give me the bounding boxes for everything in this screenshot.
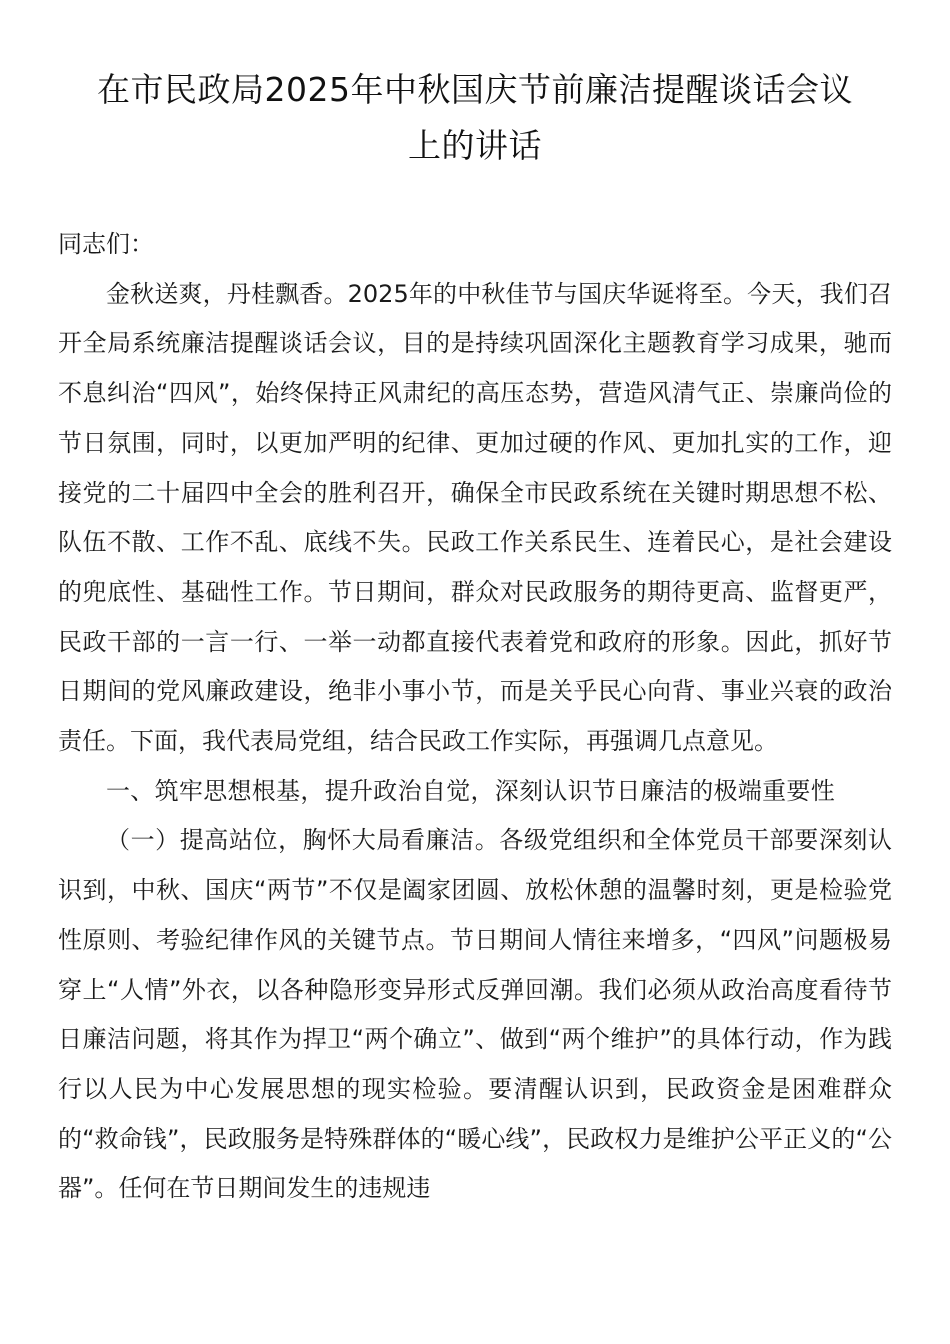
title-line-2: 上的讲话 <box>408 126 542 165</box>
document-title <box>58 62 892 174</box>
salutation: 同志们： <box>58 230 154 258</box>
document-page <box>58 62 892 1214</box>
subsection-paragraph-1: （一）提高站位，胸怀大局看廉洁。各级党组织和全体党员干部要深刻认识到，中秋、国庆“两节”不仅是阖家团圆、放松休憩的温馨时刻，更是检验党性原则、考验纪律作风的关键节点。节日期间人情往来增多，“四风”问题极易穿上“人情”外衣，以各种隐形变异形式反弹回潮。我们必须从政治高度看待节日廉洁问题，将其作为捍卫“两个确立”、做到“两个维护”的具体行动，作为践行以人民为中心发展思想的现实检验。要清醒认识到，民政资金是困难群众的“救命钱”，民政服务是特殊群体的“暖心线”，民政权力是维护公平正义的“公器”。任何在节日期间发生的违规违 <box>58 826 892 1203</box>
title-line-1: 在市民政局2025年中秋国庆节前廉洁提醒谈话会议 <box>97 70 853 109</box>
section-heading-1: 一、筑牢思想根基，提升政治自觉，深刻认识节日廉洁的极端重要性 <box>106 776 835 805</box>
document-body <box>58 220 892 1214</box>
intro-paragraph: 金秋送爽，丹桂飘香。2025年的中秋佳节与国庆华诞将至。今天，我们召开全局系统廉洁提醒谈话会议，目的是持续巩固深化主题教育学习成果，驰而不息纠治“四风”，始终保持正风肃纪的高压态势，营造风清气正、崇廉尚俭的节日氛围，同时，以更加严明的纪律、更加过硬的作风、更加扎实的工作，迎接党的二十届四中全会的胜利召开，确保全市民政系统在关键时期思想不松、队伍不散、工作不乱、底线不失。民政工作关系民生、连着民心，是社会建设的兜底性、基础性工作。节日期间，群众对民政服务的期待更高、监督更严，民政干部的一言一行、一举一动都直接代表着党和政府的形象。因此，抓好节日期间的党风廉政建设，绝非小事小节，而是关乎民心向背、事业兴衰的政治责任。下面，我代表局党组，结合民政工作实际，再强调几点意见。 <box>58 279 892 756</box>
